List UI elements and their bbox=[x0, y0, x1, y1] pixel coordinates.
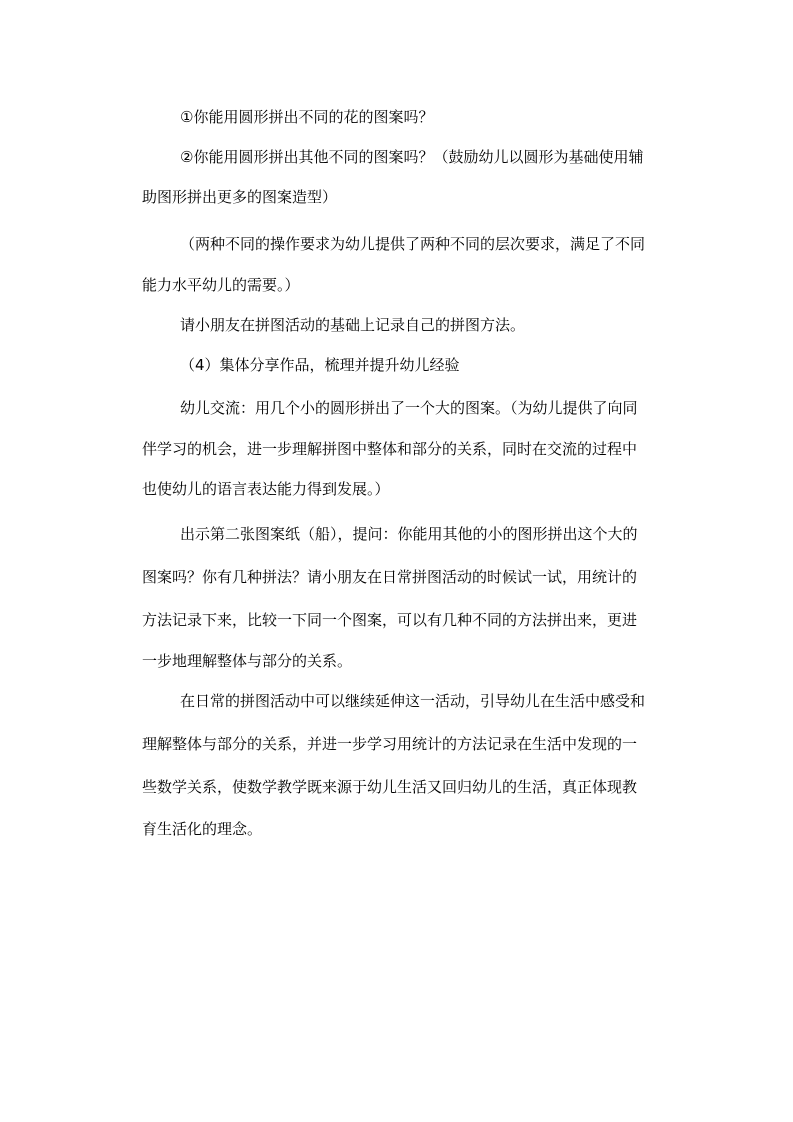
text-line-7: （4）集体分享作品，梳理并提升幼儿经验 bbox=[180, 356, 460, 374]
text-line-14: 一步地理解整体与部分的关系。 bbox=[142, 652, 353, 670]
text-line-11: 出示第二张图案纸（船），提问：你能用其他的小的图形拼出这个大的 bbox=[180, 525, 638, 543]
text-line-13: 方法记录下来，比较一下同一个图案，可以有几种不同的方法拼出来，更进 bbox=[142, 611, 638, 629]
text-line-12: 图案吗？你有几种拼法？请小朋友在日常拼图活动的时候试一试，用统计的 bbox=[142, 568, 638, 586]
text-line-17: 些数学关系，使数学教学既来源于幼儿生活又回归幼儿的生活，真正体现教 bbox=[142, 778, 638, 796]
text-line-3: 助图形拼出更多的图案造型） bbox=[142, 188, 338, 206]
text-line-10: 也使幼儿的语言表达能力得到发展。） bbox=[142, 480, 390, 498]
text-line-15: 在日常的拼图活动中可以继续延伸这一活动，引导幼儿在生活中感受和 bbox=[180, 692, 646, 710]
text-line-5: 能力水平幼儿的需要。） bbox=[142, 276, 300, 294]
text-line-16: 理解整体与部分的关系，并进一步学习用统计的方法记录在生活中发现的一 bbox=[142, 735, 638, 753]
text-line-4: （两种不同的操作要求为幼儿提供了两种不同的层次要求，满足了不同 bbox=[180, 235, 646, 253]
text-line-6: 请小朋友在拼图活动的基础上记录自己的拼图方法。 bbox=[180, 316, 526, 334]
text-line-8: 幼儿交流：用几个小的圆形拼出了一个大的图案。（为幼儿提供了向同 bbox=[180, 399, 638, 417]
text-line-9: 伴学习的机会，进一步理解拼图中整体和部分的关系，同时在交流的过程中 bbox=[142, 440, 638, 458]
text-line-2: ②你能用圆形拼出其他不同的图案吗？（鼓励幼儿以圆形为基础使用辅 bbox=[180, 148, 644, 166]
text-line-18: 育生活化的理念。 bbox=[142, 820, 263, 838]
text-line-1: ①你能用圆形拼出不同的花的图案吗？ bbox=[180, 108, 434, 126]
